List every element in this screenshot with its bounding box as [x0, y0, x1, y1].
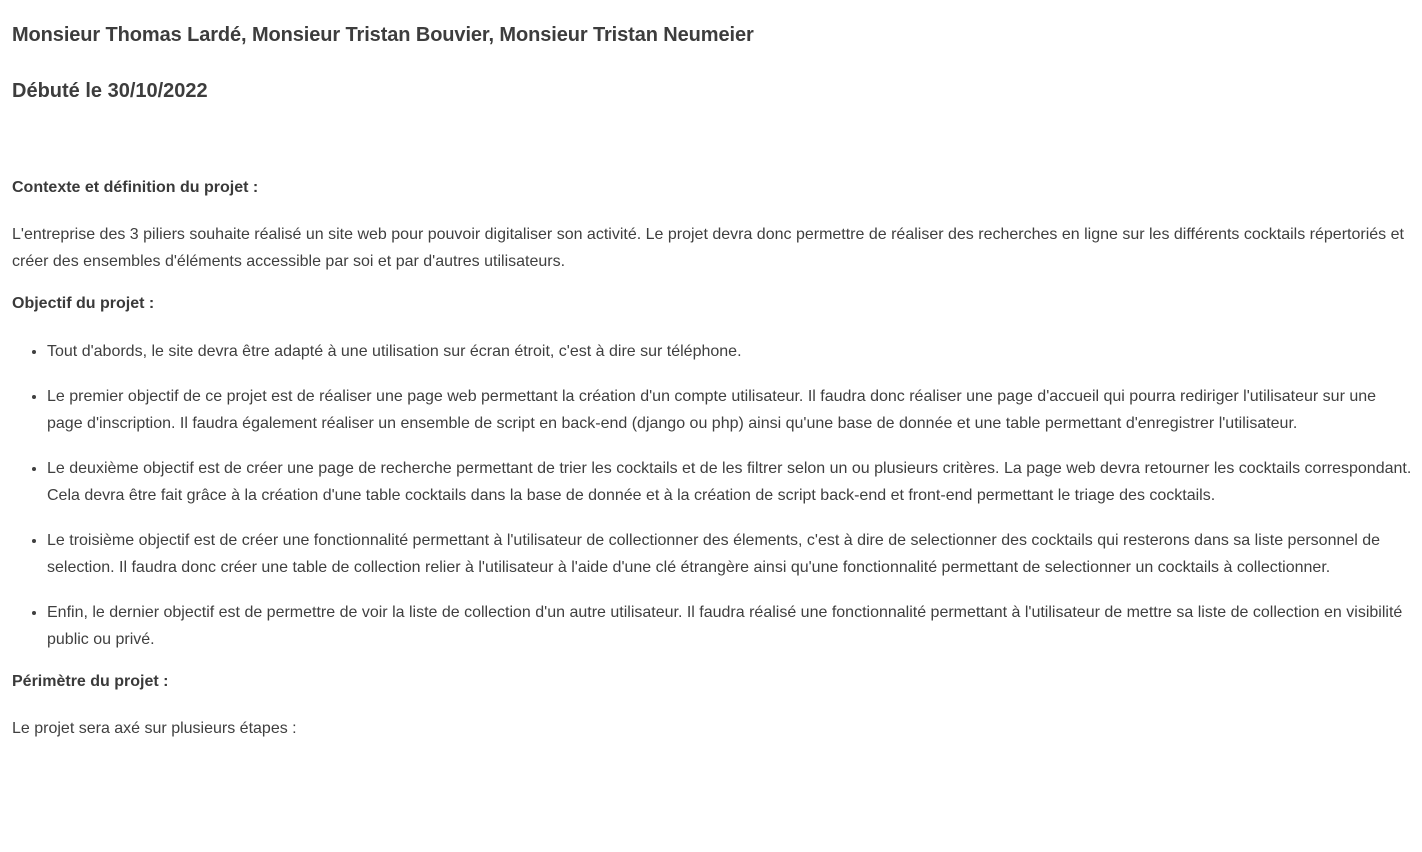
- list-item: • Le troisième objectif est de créer une fonctionnalité permettant à l'utilisateur de collectionner des élements, c'est à dire de selectionner des cocktails qui resterons dans sa liste personnel de selection. Il faudra donc créer une table de collection relier à l'utilisateur à l'aide d'une clé étrangère ainsi qu'une fonctionnalité permettant de selectionner un cocktails à collectionner.: [47, 527, 1412, 581]
- list-item: • Tout d'abords, le site devra être adapté à une utilisation sur écran étroit, c'est à dire sur téléphone.: [47, 338, 1412, 365]
- context-title: Contexte et définition du projet :: [12, 179, 259, 196]
- context-paragraph: L'entreprise des 3 piliers souhaite réalisé un site web pour pouvoir digitaliser son activité. Le projet devra donc permettre de réaliser des recherches en ligne sur les différents cocktails répertoriés et créer des ensembles d'éléments accessible par soi et par d'autres utilisateurs.: [12, 226, 1404, 270]
- objectives-list: [12, 338, 1412, 653]
- scope-title: Périmètre du projet :: [12, 673, 169, 690]
- scope-paragraph: Le projet sera axé sur plusieurs étapes :: [12, 720, 297, 737]
- start-date-heading: Débuté le 30/10/2022: [12, 80, 208, 102]
- authors-heading: Monsieur Thomas Lardé, Monsieur Tristan Bouvier, Monsieur Tristan Neumeier: [12, 24, 754, 46]
- list-item: • Le deuxième objectif est de créer une page de recherche permettant de trier les cocktails et de les filtrer selon un ou plusieurs critères. La page web devra retourner les cocktails correspondant. Cela devra être fait grâce à la création d'une table cocktails dans la base de donnée et à la création de script back-end et front-end permettant le triage des cocktails.: [47, 455, 1412, 509]
- objectives-title: Objectif du projet :: [12, 295, 155, 312]
- list-item: • Le premier objectif de ce projet est de réaliser une page web permettant la création d'un compte utilisateur. Il faudra donc réaliser une page d'accueil qui pourra rediriger l'utilisateur sur une page d'inscription. Il faudra également réaliser un ensemble de script en back-end (django ou php) ainsi qu'une base de donnée et une table permettant d'enregistrer l'utilisateur.: [47, 383, 1412, 437]
- document-body: [12, 176, 1412, 742]
- list-item: • Enfin, le dernier objectif est de permettre de voir la liste de collection d'un autre utilisateur. Il faudra réalisé une fonctionnalité permettant à l'utilisateur de mettre sa liste de collection en visibilité public ou privé.: [47, 599, 1412, 653]
